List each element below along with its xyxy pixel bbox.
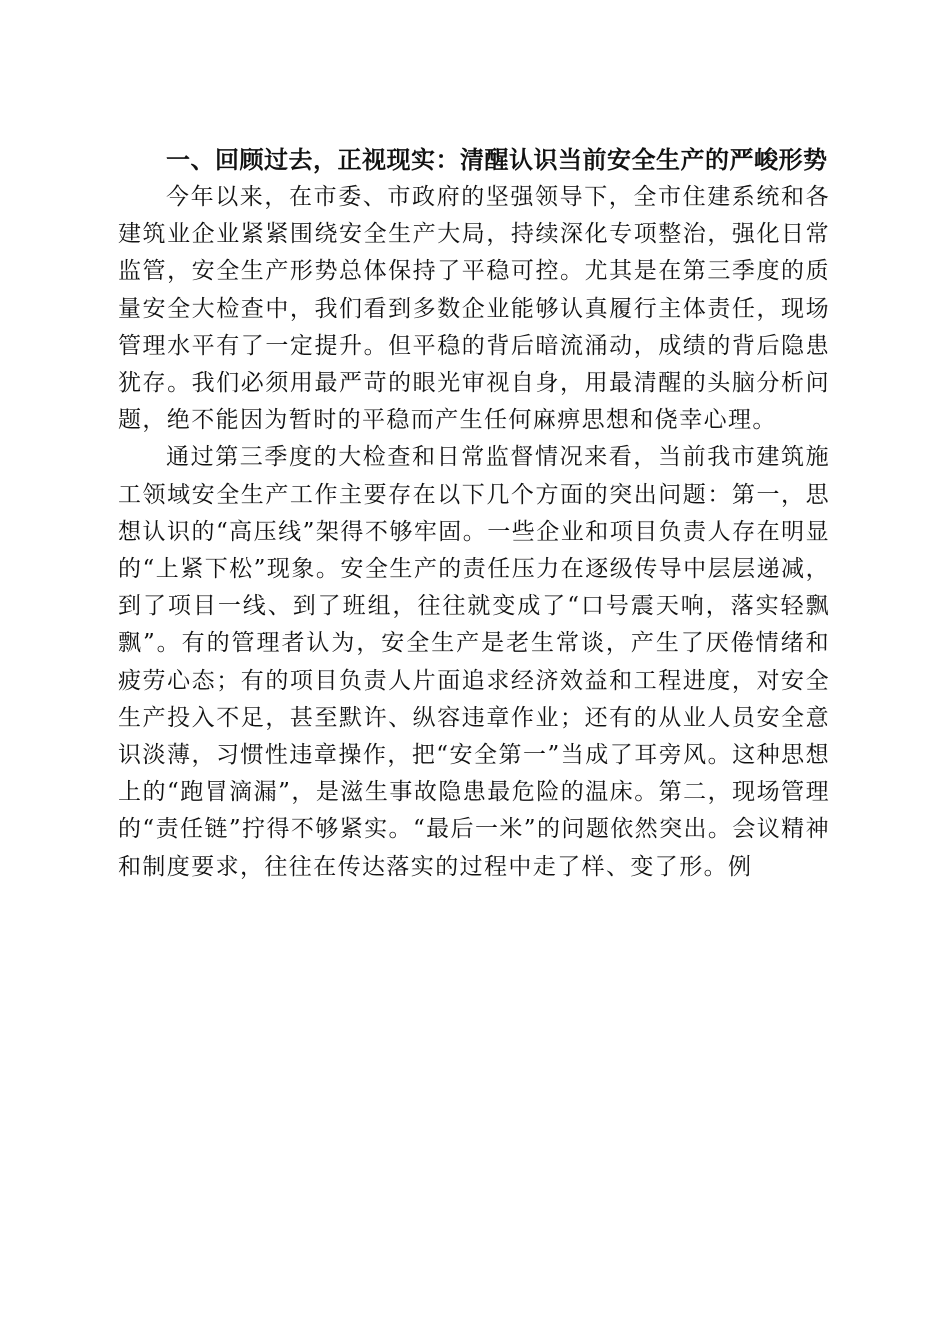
paragraph-2: 通过第三季度的大检查和日常监督情况来看，当前我市建筑施工领域安全生产工作主要存在以下几个方面的突出问题：第一，思想认识的“高压线”架得不够牢固。一些企业和项目负责人存在明显的“上紧下松”现象。安全生产的责任压力在逐级传导中层层递减，到了项目一线、到了班组，往往就变成了“口号震天响，落实轻飘飘”。有的管理者认为，安全生产是老生常谈，产生了厌倦情绪和疲劳心态；有的项目负责人片面追求经济效益和工程进度，对安全生产投入不足，甚至默许、纵容违章作业；还有的从业人员安全意识淡薄，习惯性违章操作，把“安全第一”当成了耳旁风。这种思想上的“跑冒滴漏”，是滋生事故隐患最危险的温床。第二，现场管理的“责任链”拧得不够紧实。“最后一米”的问题依然突出。会议精神和制度要求，往往在传达落实的过程中走了样、变了形。例 xyxy=(118,444,830,880)
paragraph-1: 今年以来，在市委、市政府的坚强领导下，全市住建系统和各建筑业企业紧紧围绕安全生产大局，持续深化专项整治，强化日常监管，安全生产形势总体保持了平稳可控。尤其是在第三季度的质量安全大检查中，我们看到多数企业能够认真履行主体责任，现场管理水平有了一定提升。但平稳的背后暗流涌动，成绩的背后隐患犹存。我们必须用最严苛的眼光审视自身，用最清醒的头脑分析问题，绝不能因为暂时的平稳而产生任何麻痹思想和侥幸心理。 xyxy=(118,184,830,434)
document-body xyxy=(118,142,830,886)
section-heading: 一、回顾过去，正视现实：清醒认识当前安全生产的严峻形势 xyxy=(166,146,828,174)
